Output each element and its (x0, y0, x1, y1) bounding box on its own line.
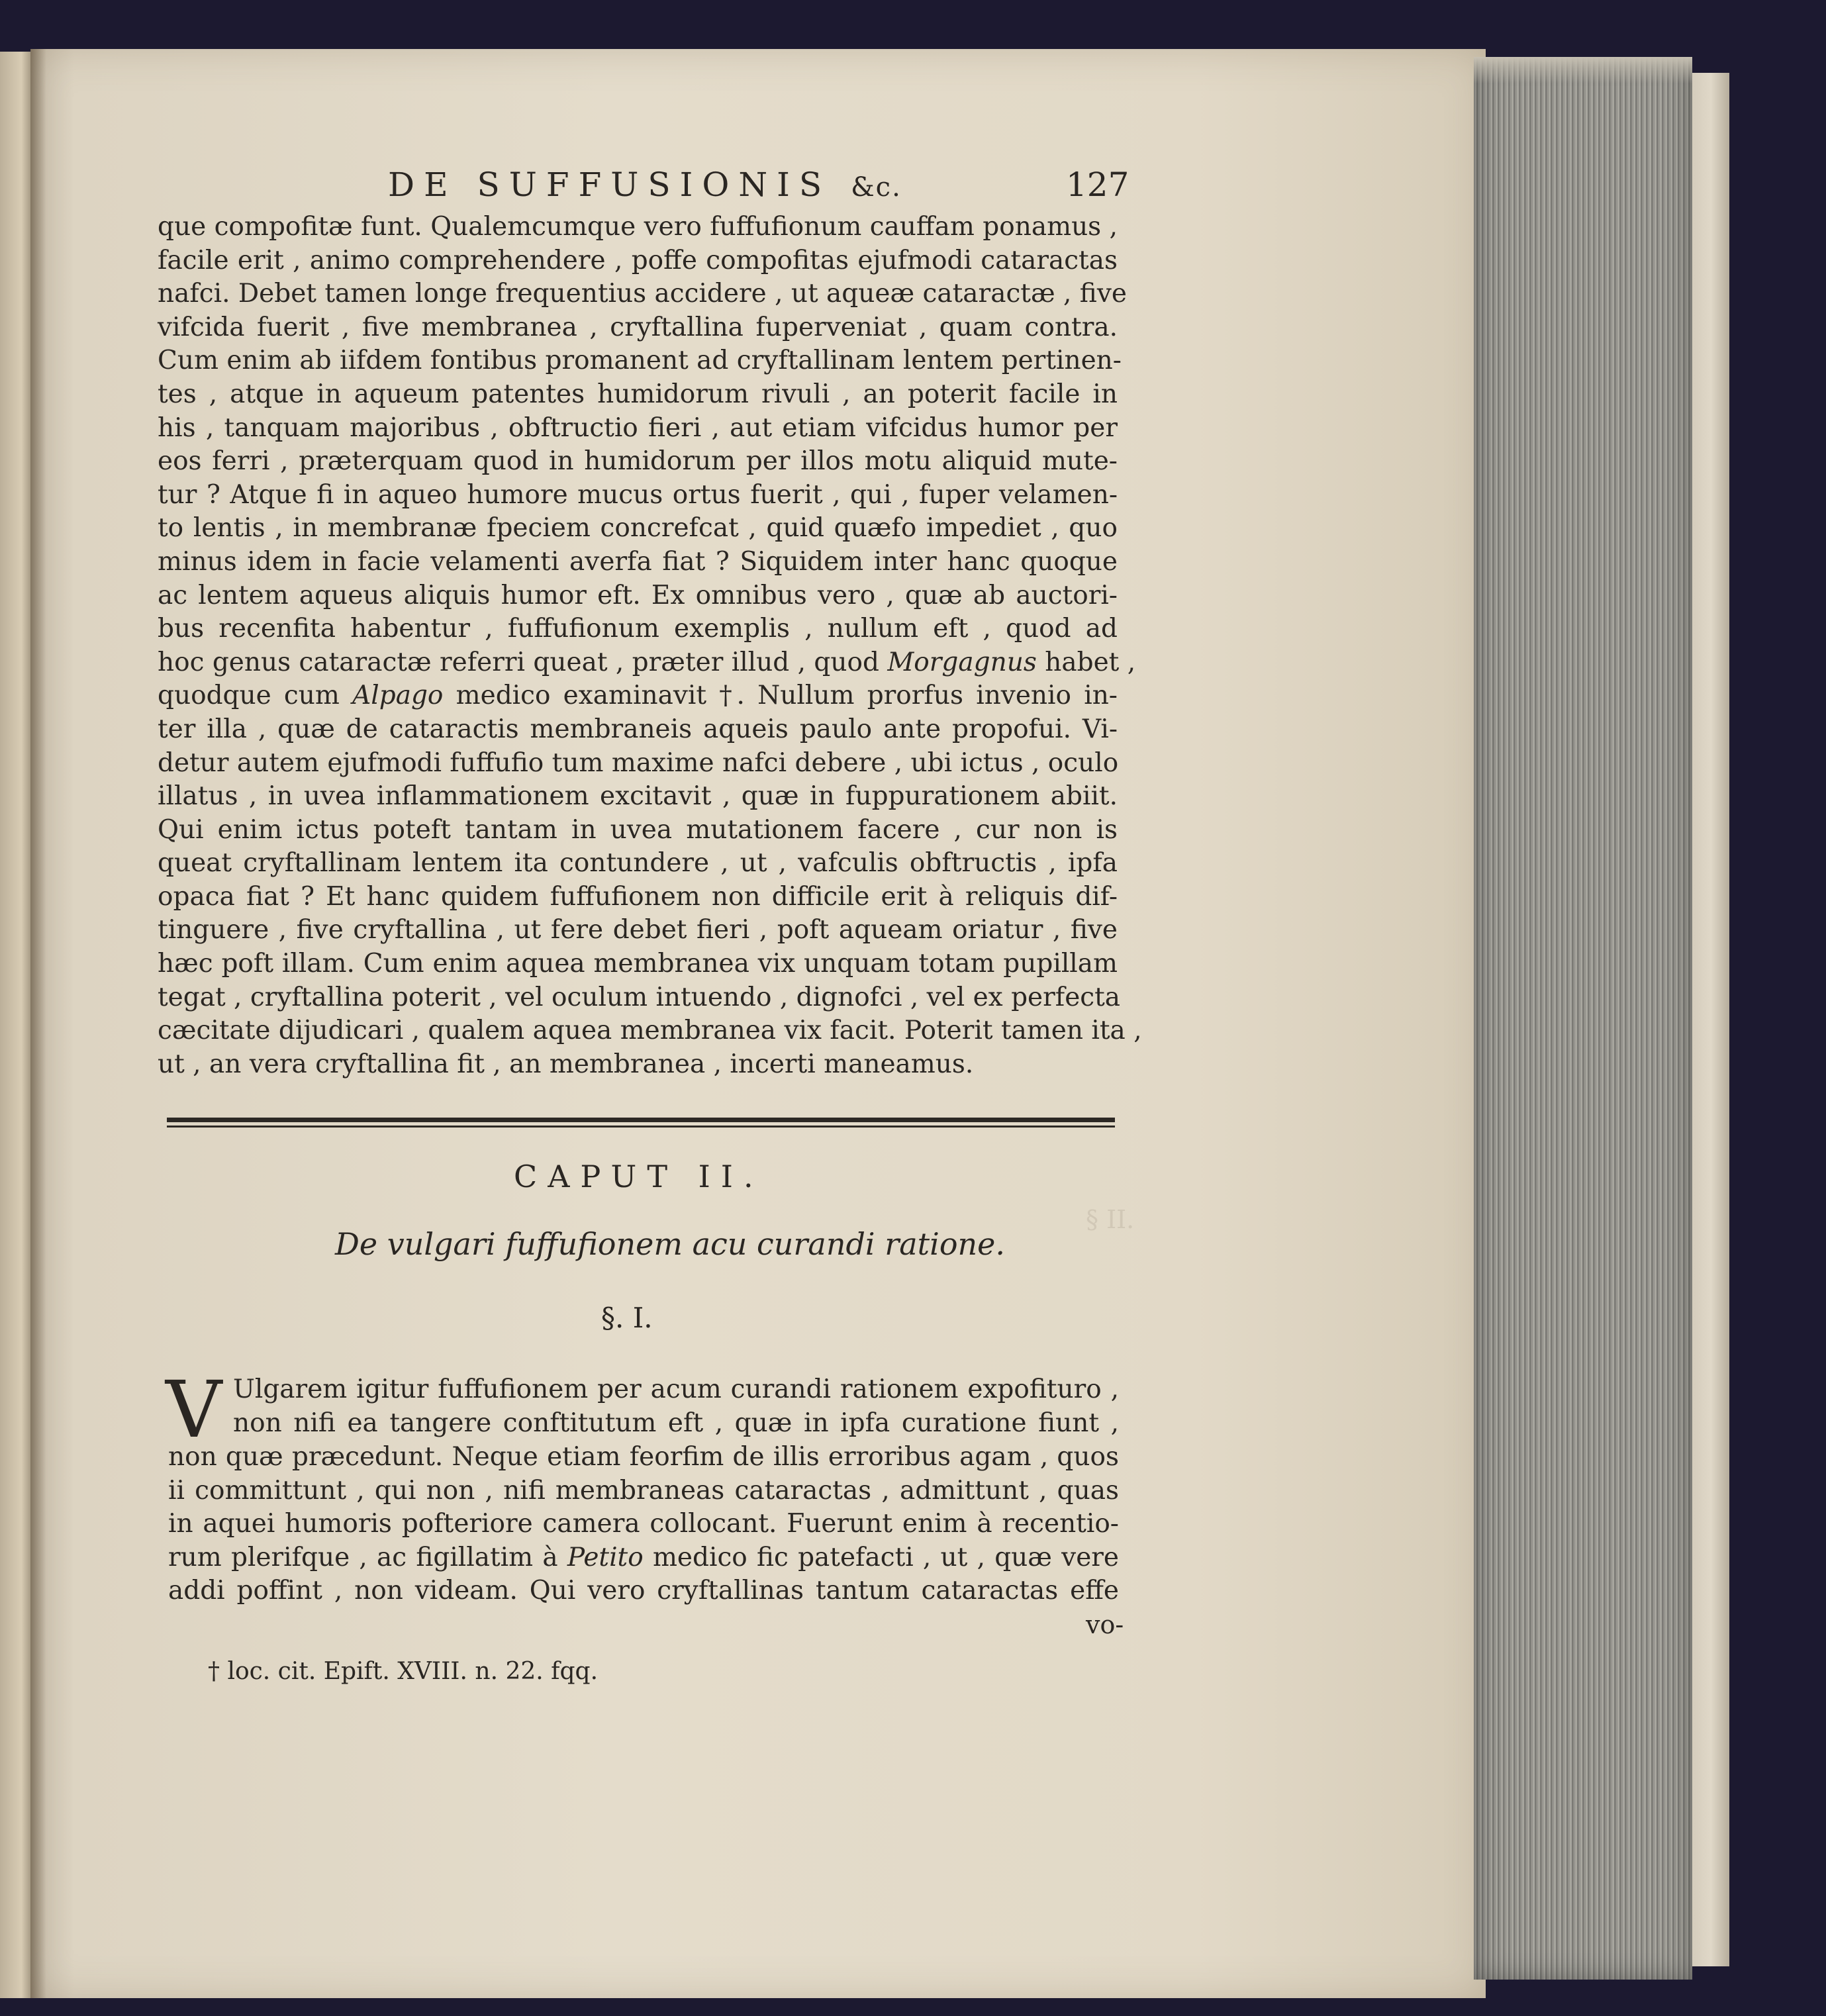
text-line: vifcida fuerit , five membranea , cryftallina fuperveniat , quam contra. (158, 312, 1118, 342)
text-line: ii committunt , qui non , nifi membraneas cataractas , admittunt , quas (168, 1475, 1119, 1506)
book-cover-edge (1692, 73, 1729, 1966)
text-line: detur autem ejufmodi fuffufio tum maxime nafci debere , ubi ictus , oculo (158, 747, 1119, 778)
text-line: queat cryftallinam lentem ita contundere , ut , vafculis obftructis , ipfa (158, 848, 1118, 879)
running-head (388, 166, 902, 204)
text-line: hæc poft illam. Cum enim aquea membranea vix unquam totam pupillam (158, 949, 1118, 979)
show-through-mark: § II. (1086, 1205, 1135, 1234)
catchword: vo- (1086, 1610, 1124, 1639)
text-line: facile erit , animo comprehendere , poffe compofitas ejufmodi cataractas (158, 245, 1118, 275)
paragraph-1 (158, 211, 1142, 1081)
section-mark: §. I. (601, 1302, 653, 1334)
text-line: to lentis , in membranæ fpeciem concrefcat , quid quæfo impediet , quo (158, 513, 1118, 544)
running-head-amp: &c. (851, 172, 902, 203)
paragraph-2-indented (233, 1373, 1119, 1440)
text-line: minus idem in facie velamenti averfa fiat ? Siquidem inter hanc quoque (158, 546, 1118, 577)
text-line: hoc genus cataractæ referri queat , præter illud , quod Morgagnus habet , (158, 647, 1136, 677)
text-line: ac lentem aqueus aliquis humor eft. Ex omnibus vero , quæ ab auctori- (158, 580, 1118, 610)
chapter-heading: CAPUT II. (514, 1159, 764, 1194)
previous-page-edge (0, 52, 30, 1998)
running-head-title: DE SUFFUSIONIS (388, 166, 832, 204)
text-line: Ulgarem igitur fuffufionem per acum curandi rationem expofituro , (233, 1374, 1119, 1404)
section-divider-rule (167, 1118, 1115, 1128)
text-line: tur ? Atque fi in aqueo humore mucus ortus fuerit , qui , fuper velamen- (158, 479, 1118, 510)
text-line: bus recenfita habentur , fuffufionum exemplis , nullum eft , quod ad (158, 614, 1118, 644)
text-line: in aquei humoris pofteriore camera collocant. Fuerunt enim à recentio- (168, 1509, 1119, 1539)
fore-edge-page-stack (1474, 57, 1692, 1980)
text-line: ter illa , quæ de cataractis membraneis aqueis paulo ante propofui. Vi- (158, 714, 1118, 744)
text-line: rum plerifque , ac figillatim à Petito medico fic patefacti , ut , quæ vere (168, 1542, 1119, 1572)
chapter-title: De vulgari fuffufionem acu curandi ratione. (335, 1226, 1005, 1262)
text-line: illatus , in uvea inflammationem excitavit , quæ in fuppurationem abiit. (158, 781, 1118, 812)
text-line: ut , an vera cryftallina fit , an membranea , incerti maneamus. (158, 1049, 974, 1079)
text-line: quodque cum Alpago medico examinavit †. Nullum prorfus invenio in- (158, 681, 1118, 711)
gutter-shadow (30, 49, 46, 1998)
drop-cap: V (166, 1364, 222, 1455)
text-line: non quæ præcedunt. Neque etiam feorfim de illis erroribus agam , quos (168, 1442, 1119, 1472)
text-line: tegat , cryftallina poterit , vel oculum intuendo , dignofci , vel ex perfecta (158, 982, 1121, 1012)
footnote: † loc. cit. Epift. XVIII. n. 22. fqq. (208, 1658, 599, 1685)
text-line: que compofitæ funt. Qualemcumque vero fuffufionum cauffam ponamus , (158, 212, 1118, 242)
text-line: non nifi ea tangere conftitutum eft , quæ in ipfa curatione fiunt , (233, 1408, 1119, 1438)
text-line: his , tanquam majoribus , obftructio fieri , aut etiam vifcidus humor per (158, 412, 1118, 443)
text-line: cæcitate dijudicari , qualem aquea membranea vix facit. Poterit tamen ita , (158, 1016, 1142, 1046)
text-line: addi poffint , non videam. Qui vero cryftallinas tantum cataractas effe (168, 1576, 1119, 1606)
text-line: Qui enim ictus poteft tantam in uvea mutationem facere , cur non is (158, 814, 1118, 845)
text-line: nafci. Debet tamen longe frequentius accidere , ut aqueæ cataractæ , five (158, 279, 1127, 309)
paragraph-2 (168, 1441, 1119, 1608)
text-line: Cum enim ab iifdem fontibus promanent ad cryftallinam lentem pertinen- (158, 346, 1122, 376)
page-number: 127 (1066, 166, 1129, 204)
text-line: tes , atque in aqueum patentes humidorum rivuli , an poterit facile in (158, 379, 1118, 409)
text-line: tinguere , five cryftallina , ut fere debet fieri , poft aqueam oriatur , five (158, 915, 1118, 945)
text-line: eos ferri , præterquam quod in humidorum per illos motu aliquid mute- (158, 446, 1118, 477)
page-stack-highlight (1474, 57, 1692, 83)
text-line: opaca fiat ? Et hanc quidem fuffufionem non difficile erit à reliquis dif- (158, 881, 1118, 912)
